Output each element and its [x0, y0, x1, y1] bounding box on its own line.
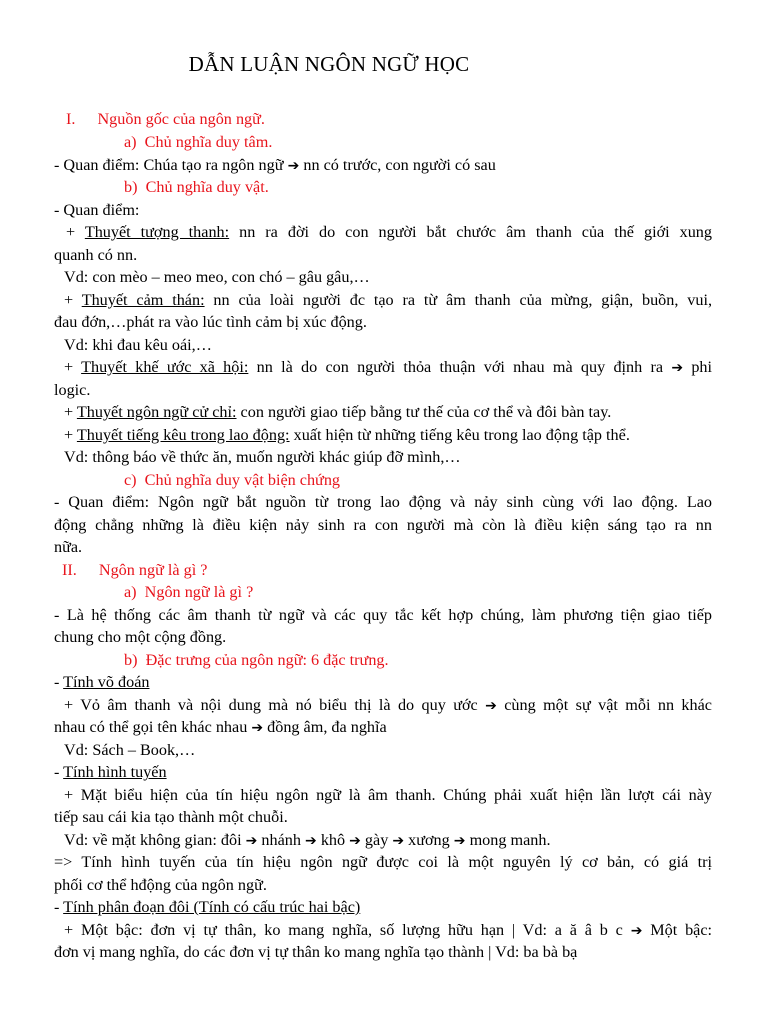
feature-name: Tính võ đoán: [63, 673, 150, 691]
paragraph: chung cho một cộng đồng.: [54, 628, 227, 646]
section-title: Ngôn ngữ là gì ?: [98, 561, 208, 579]
paragraph: đơn vị mang nghĩa, do các đơn vị tự thân ko mang nghĩa tạo thành | Vd: ba bà bạ: [54, 943, 578, 961]
paragraph: đau đớn,…phát ra vào lúc tình cảm bị xúc động.: [54, 313, 367, 331]
theory-line: + Thuyết cảm thán: nn của loài người đc tạo ra từ âm thanh của mừng, giận, buồn, vui,: [64, 291, 712, 309]
paragraph: => Tính hình tuyến của tín hiệu ngôn ngữ được coi là một nguyên lý cơ bản, có giá trị: [54, 853, 712, 871]
feature-heading: - Tính hình tuyến: [54, 763, 167, 781]
subsection-title: Chủ nghĩa duy vật biện chứng: [144, 471, 341, 489]
example-line: Vd: về mặt không gian: đôi ➔ nhánh ➔ khô ➔ gày ➔ xương ➔ mong manh.: [64, 831, 551, 849]
paragraph: + Vỏ âm thanh và nội dung mà nó biểu thị là do quy ước ➔ cùng một sự vật mỗi nn khác: [64, 696, 712, 714]
paragraph: + Một bậc: đơn vị tự thân, ko mang nghĩa, số lượng hữu hạn | Vd: a ă â b c ➔ Một bậc:: [64, 921, 713, 939]
arrow-right-icon: ➔: [671, 360, 684, 376]
theory-name: Thuyết khế ước xã hội:: [81, 358, 249, 376]
subsection-heading-2a: [124, 581, 253, 603]
paragraph: phối cơ thể hđộng của ngôn ngữ.: [54, 876, 267, 894]
feature-heading: - Tính phân đoạn đôi (Tính có cấu trúc hai bậc): [54, 898, 361, 916]
theory-line: + Thuyết ngôn ngữ cử chỉ: con người giao tiếp bằng tư thế của cơ thể và đôi bàn tay.: [64, 403, 612, 421]
feature-name: Tính hình tuyến: [63, 763, 167, 781]
subsection-label: a): [124, 583, 137, 601]
subsection-title: Chủ nghĩa duy tâm.: [144, 133, 273, 151]
section-number: I.: [66, 110, 76, 128]
document-title: DẪN LUẬN NGÔN NGỮ HỌC: [188, 52, 470, 76]
arrow-right-icon: ➔: [251, 720, 264, 736]
subsection-heading-1b: [124, 176, 269, 198]
section-title: Nguồn gốc của ngôn ngữ.: [97, 110, 265, 128]
subsection-heading-1c: [124, 469, 340, 491]
paragraph: - Quan điểm: Chúa tạo ra ngôn ngữ ➔ nn có trước, con người có sau: [54, 156, 496, 174]
theory-name: Thuyết tượng thanh:: [84, 223, 230, 241]
arrow-right-icon: ➔: [287, 158, 300, 174]
section-heading-1: [66, 108, 265, 130]
paragraph: quanh có nn.: [54, 246, 138, 264]
subsection-label: b): [124, 178, 138, 196]
subsection-label: a): [124, 133, 137, 151]
subsection-label: b): [124, 651, 138, 669]
theory-name: Thuyết cảm thán:: [81, 291, 205, 309]
theory-name: Thuyết tiếng kêu trong lao động:: [76, 426, 290, 444]
paragraph: logic.: [54, 381, 91, 399]
paragraph: nữa.: [54, 538, 83, 556]
paragraph: nhau có thể gọi tên khác nhau ➔ đồng âm, đa nghĩa: [54, 718, 387, 736]
subsection-title: Ngôn ngữ là gì ?: [144, 583, 254, 601]
theory-line: + Thuyết tiếng kêu trong lao động: xuất hiện từ những tiếng kêu trong lao động tập thể.: [64, 426, 630, 444]
theory-line: + Thuyết khế ước xã hội: nn là do con người thỏa thuận với nhau mà quy định ra ➔ phi: [64, 358, 713, 376]
arrow-right-icon: ➔: [392, 833, 405, 849]
theory-line: + Thuyết tượng thanh: nn ra đời do con người bắt chước âm thanh của thế giới xung: [66, 223, 712, 241]
theory-name: Thuyết ngôn ngữ cử chỉ:: [76, 403, 237, 421]
example-line: Vd: thông báo về thức ăn, muốn người khác giúp đỡ mình,…: [64, 448, 461, 466]
paragraph: - Quan điểm: Ngôn ngữ bắt nguồn từ trong lao động và nảy sinh cùng với lao động. Lao: [54, 493, 712, 511]
arrow-right-icon: ➔: [630, 923, 643, 939]
arrow-right-icon: ➔: [349, 833, 361, 849]
paragraph: + Mặt biểu hiện của tín hiệu ngôn ngữ là âm thanh. Chúng phải xuất hiện lần lượt cái này: [64, 786, 712, 804]
paragraph: - Là hệ thống các âm thanh từ ngữ và các quy tắc kết hợp chúng, làm phương tiện giao tiếp: [54, 606, 712, 624]
feature-heading: - Tính võ đoán: [54, 673, 150, 691]
subsection-label: c): [124, 471, 137, 489]
example-line: Vd: con mèo – meo meo, con chó – gâu gâu,…: [64, 268, 370, 286]
example-line: Vd: khi đau kêu oái,…: [64, 336, 212, 354]
arrow-right-icon: ➔: [453, 833, 466, 849]
subsection-heading-2b: [124, 649, 389, 671]
arrow-right-icon: ➔: [305, 833, 317, 849]
paragraph: - Quan điểm:: [54, 201, 140, 219]
paragraph: tiếp sau cái kia tạo thành một chuỗi.: [54, 808, 288, 826]
paragraph: động chẳng những là điều kiện nảy sinh ra con người mà còn là điều kiện sáng tạo ra nn: [54, 516, 712, 534]
arrow-right-icon: ➔: [485, 698, 497, 714]
feature-name: Tính phân đoạn đôi (Tính có cấu trúc hai bậc): [63, 898, 361, 916]
arrow-right-icon: ➔: [245, 833, 258, 849]
subsection-heading-1a: [124, 131, 272, 153]
section-number: II.: [62, 561, 77, 579]
section-heading-2: [62, 559, 207, 581]
subsection-title: Đặc trưng của ngôn ngữ: 6 đặc trưng.: [145, 651, 389, 669]
example-line: Vd: Sách – Book,…: [64, 741, 196, 759]
subsection-title: Chủ nghĩa duy vật.: [145, 178, 269, 196]
